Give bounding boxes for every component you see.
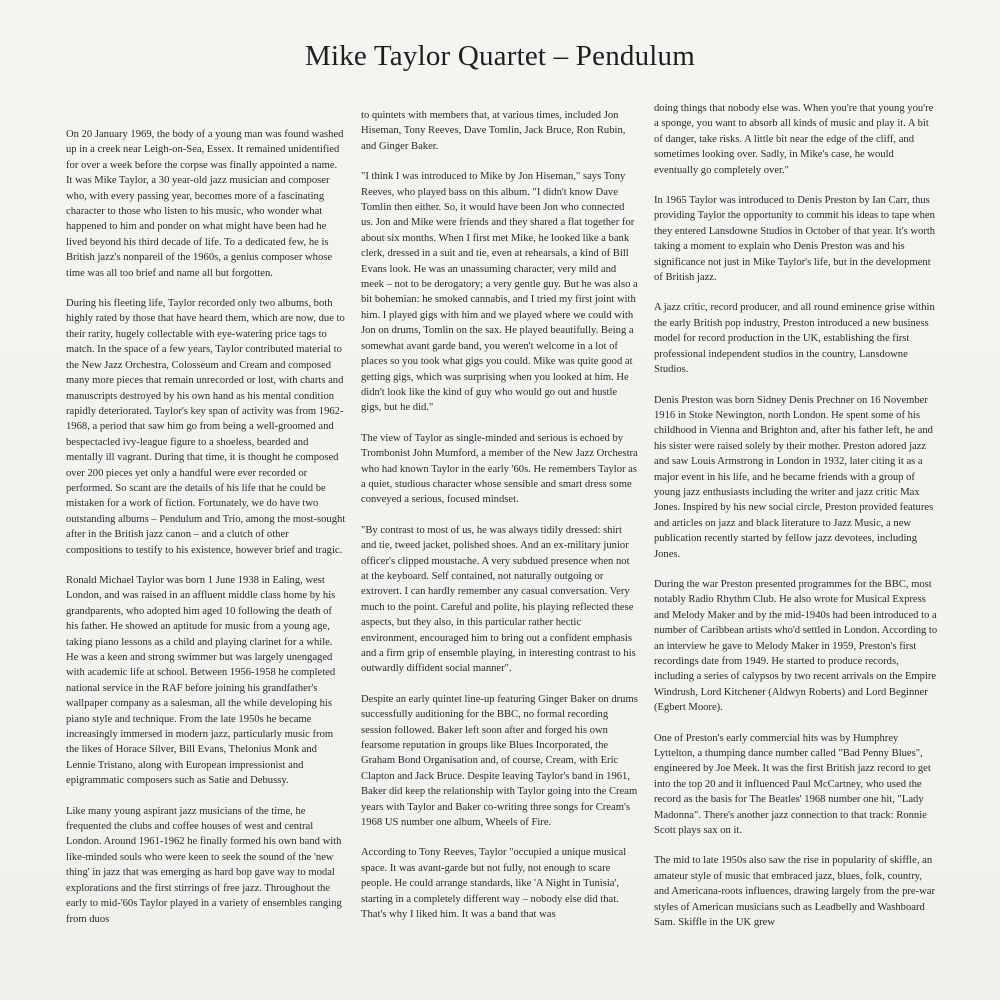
paragraph: "By contrast to most of us, he was always tidily dressed: shirt and tie, tweed jacket, polished shoes. And an ex-military junior officer's clipped moustache. A very subdued presence when not at the keyboard. Self contained, not naturally outgoing or extrovert. I can hardly remember any casual conversation. Very much to the point. Careful and polite, his playing reflected these aspects, but they also, in this particular rather hectic environment, encouraged him to bring out a confident emphasis and a firm grip of ensemble playing, in interesting contrast to his outwardly diffident social manner". [361,524,636,675]
paragraph: Like many young aspirant jazz musicians of the time, he frequented the clubs and coffee houses of west and central London. Around 1961-1962 he finally formed his own band with like-minded souls who were keen to seek the sound of the 'new thing' in jazz that was emerging as hard bop gave way to modal explorations and the first stirrings of free jazz. Throughout the early to mid-'60s Taylor played in a variety of ensembles ranging from duos [66,805,342,925]
text-column-1 [66,127,346,977]
paragraph: On 20 January 1969, the body of a young man was found washed up in a creek near Leigh-on-Sea, Essex. It remained unidentified for over a week before the corpse was finally appointed a name. It was Mike Taylor, a 30 year-old jazz musician and composer who, with every passing year, becomes more of a fascinating character to those who listen to his music, who wonder what happened to him and ponder on what might have been had he lived beyond his third decade of life. To a dedicated few, he is British jazz's nonpareil of the 1960s, a genius composer whose time was all too brief and name all but forgotten. [66,129,344,279]
paragraph: Denis Preston was born Sidney Denis Prechner on 16 November 1916 in Stoke Newington, north London. He spent some of his childhood in Vienna and Brighton and, after his father left, he and his sister were raised solely by their mother. Preston adored jazz and saw Louis Armstrong in London in 1932, later citing it as a major event in his life, and he became friends with a group of young jazz enthusiasts including the writer and jazz critic Max Jones. Inspired by his new social circle, Preston provided features and articles on jazz and black literature to Jazz Music, a new publication recently started by fellow jazz devotees, including Jones. [654,394,934,560]
text-column-3 [654,101,939,951]
paragraph: During his fleeting life, Taylor recorded only two albums, both highly rated by those that have heard them, which are now, due to their rarity, hugely collectable with eye-watering price tags to match. In the space of a few years, Taylor contributed material to the New Jazz Orchestra, Colosseum and Cream and composed many more pieces that remain unrecorded or lost, with charts and manuscripts destroyed by his own hand as his mental condition rapidly deteriorated. Taylor's key span of activity was from 1962-1968, a period that saw him go from being a well-groomed and bespectacled ivy-league figure to a shoeless, bearded and mentally ill vagrant. During that time, it is thought he composed over 200 pieces yet only a handful were ever recorded or performed. So scant are the details of his life that he could be mistaken for a work of fiction. Fortunately, we do have two outstanding albums – Pendulum and Trio, among the most-sought after in the British jazz canon – and a clutch of other compositions to testify to his existence, however brief and tragic. [66,298,346,556]
paragraph: In 1965 Taylor was introduced to Denis Preston by Ian Carr, thus providing Taylor the opportunity to commit his ideas to tape when they entered Lansdowne Studios in October of that year. It's worth taking a moment to explain who Denis Preston was and his significance not just in Mike Taylor's life, but in the development of British jazz. [654,195,936,284]
page-title: Mike Taylor Quartet – Pendulum [304,40,696,72]
paragraph: The view of Taylor as single-minded and serious is echoed by Trombonist John Mumford, a member of the New Jazz Orchestra who had known Taylor in the early '60s. He remembers Taylor as a quiet, studious character whose sensible and smart dress some conveyed a serious, focused mindset. [361,432,638,506]
paragraph: doing things that nobody else was. When you're that young you're a sponge, you want to absorb all kinds of music and play it. A bit of danger, take risks. A little bit near the edge of the cliff, and sometimes looking over. Sadly, in Mike's case, he would eventually go completely over." [654,103,934,176]
paragraph: "I think I was introduced to Mike by Jon Hiseman," says Tony Reeves, who played bass on this album. "I didn't know Dave Tomlin then either. So, it would have been Jon who connected us. Jon and Mike were friends and they shared a flat together for about six months. When I first met Mike, he looked like a bank clerk, dressed in a suit and tie, even at rehearsals, a kind of Bill Evans look. He was an unassuming character, very mild and meek – not to be derogatory; a very gentle guy. But he was also a bit bohemian: he smoked cannabis, and I tried my first joint with him. I played gigs with him and we played where we could with Jon on drums, Tomlin on the sax. He played beautifully. Being a somewhat avant garde band, you weren't welcome in a lot of places so you took what gigs you could. Mike was quite good at getting gigs, which was surprising when you looked at him. He didn't look like the kind of guy who would go out and hustle gigs, but he did." [361,171,638,414]
paragraph: During the war Preston presented programmes for the BBC, most notably Radio Rhythm Club. He also wrote for Musical Express and Melody Maker and by the mid-1940s had been introduced to a number of Caribbean artists who'd settled in London. According to an interview he gave to Melody Maker in 1959, Preston's first recordings date from 1949. He started to produce records, including a series of calypsos by two recent arrivals on the Empire Windrush, Lord Kitchener (Aldwyn Roberts) and Lord Beginner (Egbert Moore). [654,578,938,714]
paragraph: to quintets with members that, at various times, included Jon Hiseman, Tony Reeves, Dave Tomlin, Jack Bruce, Ron Rubin, and Ginger Baker. [361,110,626,152]
paragraph: The mid to late 1950s also saw the rise in popularity of skiffle, an amateur style of music that embraced jazz, blues, folk, country, and Americana-roots influences, drawing largely from the pre-war styles of American musicians such as Leadbelly and Washboard Sam. Skiffle in the UK grew [654,855,936,929]
paragraph: According to Tony Reeves, Taylor "occupied a unique musical space. It was avant-garde but not fully, not enough to scare people. He could arrange standards, like 'A Night in Tunisia', starting in a completely different way – nobody else did that. That's why I liked him. It was a band that was [361,847,627,921]
paragraph: Despite an early quintet line-up featuring Ginger Baker on drums successfully auditioning for the BBC, no formal recording session followed. Baker left soon after and forged his own fearsome reputation in groups like Blues Incorporated, the Graham Bond Organisation and, of course, Cream, with Eric Clapton and Jack Bruce. Despite leaving Taylor's band in 1961, Baker did keep the relationship with Taylor going into the Cream years with Taylor and Baker co-writing three songs for Cream's 1968 US number one album, Wheels of Fire. [361,693,638,829]
text-column-2 [361,108,639,958]
paragraph: Ronald Michael Taylor was born 1 June 1938 in Ealing, west London, and was raised in an affluent middle class home by his grandparents, who adopted him aged 10 following the death of his father. He showed an aptitude for music from a young age, taking piano lessons as a child and playing clarinet for a while. He was a keen and strong swimmer but was largely unengaged with academic life at school. Between 1956-1958 he completed national service in the RAF before joining his grandfather's wallpaper company as a salesman, all the while developing his piano style and technique. From the late 1950s he became increasingly immersed in modern jazz, particularly music from the likes of Horace Silver, Bill Evans, Thelonius Monk and Lennie Tristano, along with European impressionist and epigrammatic composers such as Satie and Debussy. [66,574,336,787]
paragraph: A jazz critic, record producer, and all round eminence grise within the early British pop industry, Preston introduced a new business model for record production in the UK, establishing the first professional independent studios in the country, Lansdowne Studios. [654,302,935,376]
paragraph: One of Preston's early commercial hits was by Humphrey Lyttelton, a thumping dance number called "Bad Penny Blues", engineered by Joe Meek. It was the first British jazz record to get into the top 20 and it influenced Paul McCartney, who used the record as the basis for The Beatles' 1968 number one hit, "Lady Madonna". There's another jazz connection to that track: Ronnie Scott plays sax on it. [654,732,931,837]
